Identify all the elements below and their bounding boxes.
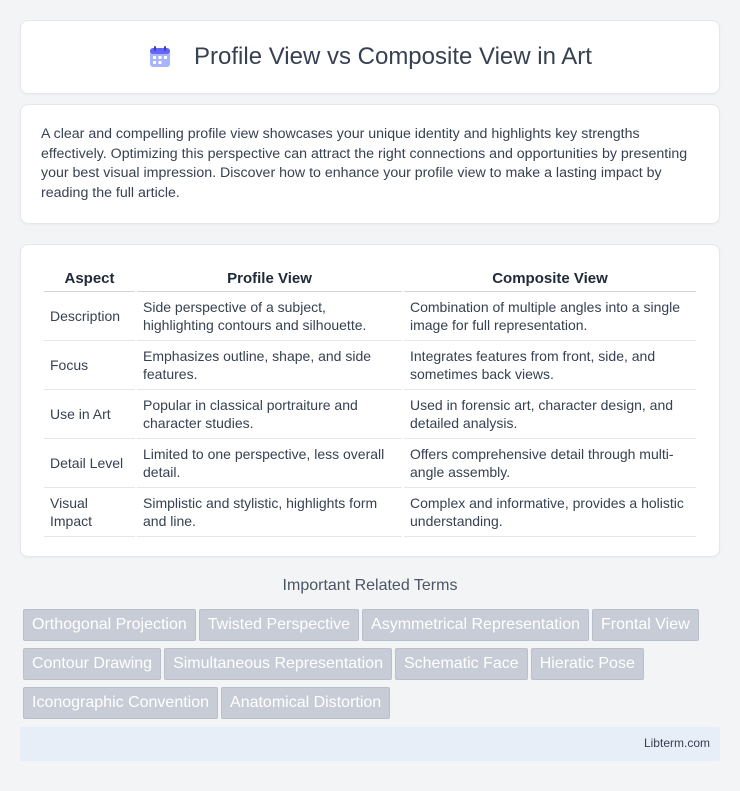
table-row [44,488,696,537]
footer [20,727,720,761]
comparison-table [42,265,698,537]
table-header-row [44,265,696,292]
term-tag[interactable]: Iconographic Convention [23,687,218,719]
profile-cell: Side perspective of a subject, highlighting contours and silhouette. [137,292,402,341]
profile-cell: Popular in classical portraiture and character studies. [137,390,402,439]
header-profile-view: Profile View [137,265,402,292]
intro-text: A clear and compelling profile view showcases your unique identity and highlights key strengths effectively. Optimizing this perspective can attract the right connections and opportunities by presenting your best visual impression. Discover how to enhance your profile view to make a lasting impact by reading the full article. [41,126,688,201]
aspect-cell: Focus [44,341,135,390]
term-tag[interactable]: Frontal View [592,609,699,641]
page-title: Profile View vs Composite View in Art [194,43,592,70]
term-tag[interactable]: Orthogonal Projection [23,609,196,641]
composite-cell: Offers comprehensive detail through multi-angle assembly. [404,439,696,488]
intro-card [20,104,720,224]
related-terms-title: Important Related Terms [282,577,458,594]
table-row [44,341,696,390]
term-tag[interactable]: Twisted Perspective [199,609,359,641]
header-composite-view: Composite View [404,265,696,292]
related-terms-list [23,609,723,726]
comparison-card [20,244,720,557]
term-tag[interactable]: Schematic Face [395,648,528,680]
calendar-icon [148,45,172,69]
profile-cell: Limited to one perspective, less overall detail. [137,439,402,488]
title-card [20,20,720,94]
table-row [44,390,696,439]
aspect-cell: Detail Level [44,439,135,488]
profile-cell: Simplistic and stylistic, highlights form and line. [137,488,402,537]
header-aspect: Aspect [44,265,135,292]
table-row [44,292,696,341]
composite-cell: Integrates features from front, side, and sometimes back views. [404,341,696,390]
composite-cell: Complex and informative, provides a holistic understanding. [404,488,696,537]
profile-cell: Emphasizes outline, shape, and side features. [137,341,402,390]
term-tag[interactable]: Asymmetrical Representation [362,609,589,641]
aspect-cell: Visual Impact [44,488,135,537]
term-tag[interactable]: Simultaneous Representation [164,648,392,680]
term-tag[interactable]: Hieratic Pose [531,648,644,680]
aspect-cell: Use in Art [44,390,135,439]
composite-cell: Combination of multiple angles into a single image for full representation. [404,292,696,341]
aspect-cell: Description [44,292,135,341]
term-tag[interactable]: Anatomical Distortion [221,687,390,719]
composite-cell: Used in forensic art, character design, and detailed analysis. [404,390,696,439]
table-row [44,439,696,488]
footer-link[interactable]: Libterm.com [643,736,710,750]
term-tag[interactable]: Contour Drawing [23,648,161,680]
